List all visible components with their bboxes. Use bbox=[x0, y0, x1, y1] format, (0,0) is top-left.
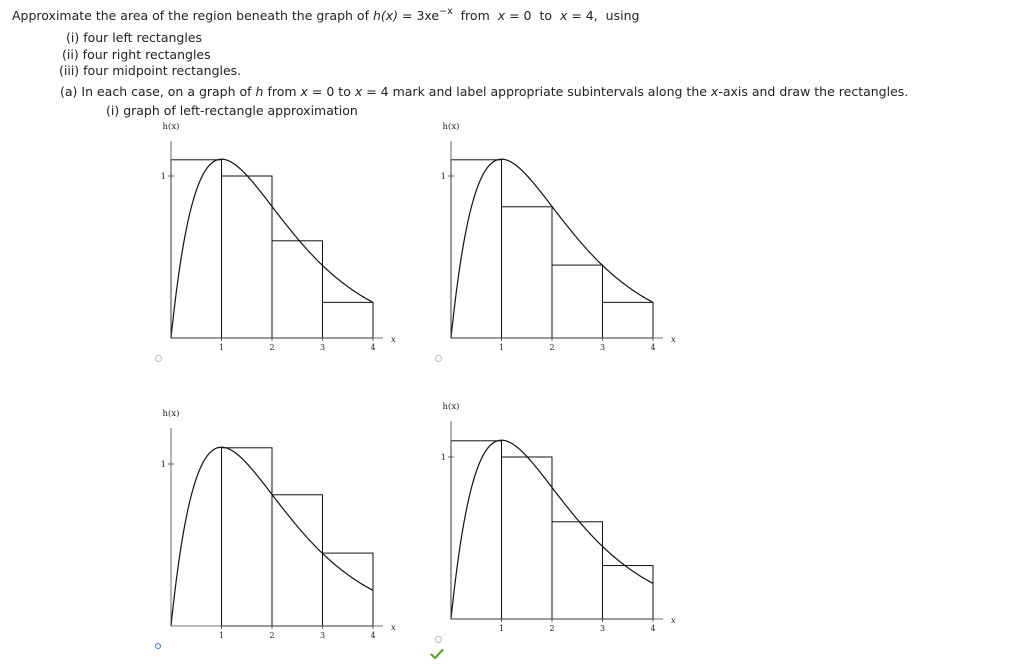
part-a-xaxis: x bbox=[710, 84, 719, 99]
choice-radio-c[interactable] bbox=[155, 643, 161, 649]
graph-d-xtick-2: 2 bbox=[549, 624, 555, 633]
graph-b-xtick-3: 3 bbox=[599, 343, 606, 352]
graph-c-xtick-4: 4 bbox=[370, 631, 376, 640]
graph-a-xtick-3: 3 bbox=[319, 343, 326, 352]
graph-d-xtick-1: 1 bbox=[498, 624, 505, 633]
eq-four: = 4, bbox=[567, 8, 598, 23]
graph-c-rect-2 bbox=[272, 495, 323, 626]
part-a-x2: x bbox=[354, 84, 363, 99]
choice-radio-d[interactable] bbox=[435, 636, 442, 643]
graph-b-rect-4 bbox=[603, 302, 654, 338]
part-a-eq0: = 0 to bbox=[307, 84, 351, 99]
graph-a-rect-3 bbox=[272, 241, 323, 338]
item-iii: (iii) four midpoint rectangles. bbox=[59, 63, 242, 78]
graph-c-ytick: 1 bbox=[160, 460, 166, 469]
graph-d-rect-3 bbox=[552, 522, 603, 619]
graph-d-rect-2 bbox=[502, 457, 553, 619]
correct-check-icon bbox=[430, 648, 444, 660]
graph-c-xlabel: x bbox=[391, 623, 396, 633]
using-word: using bbox=[605, 8, 640, 23]
graph-c-xtick-1: 1 bbox=[218, 631, 225, 640]
graph-a-rect-1 bbox=[171, 160, 222, 338]
graph-c-rect-1 bbox=[222, 448, 273, 626]
part-a-pre: (a) In each case, on a graph of bbox=[60, 84, 252, 99]
sub-question-i: (i) graph of left-rectangle approximation bbox=[106, 103, 358, 118]
x-var-2: x bbox=[559, 8, 568, 23]
graph-c-xtick-2: 2 bbox=[269, 631, 275, 640]
graph-b-rect-1 bbox=[451, 160, 502, 338]
graph-b-xtick-1: 1 bbox=[498, 343, 505, 352]
graph-c-rect-3 bbox=[323, 553, 374, 626]
graph-c-ylabel: h(x) bbox=[162, 409, 180, 419]
graph-a-rect-4 bbox=[323, 302, 374, 338]
part-a-x: x bbox=[300, 84, 308, 99]
graph-b-xlabel: x bbox=[671, 335, 676, 345]
graph-d-xtick-3: 3 bbox=[599, 624, 606, 633]
function-lhs: h(x) bbox=[372, 8, 399, 23]
graph-c-xtick-3: 3 bbox=[319, 631, 326, 640]
graph-d-rect-1 bbox=[451, 441, 502, 619]
graph-d-xtick-4: 4 bbox=[650, 624, 656, 633]
graph-b-xtick-4: 4 bbox=[650, 343, 656, 352]
function-rhs: = 3xe bbox=[398, 8, 440, 23]
from-word: from bbox=[460, 8, 490, 23]
graph-a-rect-2 bbox=[222, 176, 273, 338]
graph-b-xtick-2: 2 bbox=[549, 343, 555, 352]
eq-zero: = 0 bbox=[505, 8, 532, 23]
item-i: (i) four left rectangles bbox=[66, 30, 203, 45]
x-var: x bbox=[497, 8, 506, 23]
graph-a-ytick: 1 bbox=[160, 172, 166, 181]
graph-a-xlabel: x bbox=[391, 335, 396, 345]
graph-a-ylabel: h(x) bbox=[162, 122, 180, 132]
part-a-h: h bbox=[255, 84, 264, 99]
graph-a-xtick-4: 4 bbox=[370, 343, 376, 352]
to-word: to bbox=[539, 8, 552, 23]
graph-d-rect-4 bbox=[603, 566, 654, 619]
graph-b-ytick: 1 bbox=[440, 172, 446, 181]
graph-a-xtick-1: 1 bbox=[218, 343, 225, 352]
graph-a-xtick-2: 2 bbox=[269, 343, 275, 352]
graph-b-rect-3 bbox=[552, 265, 603, 338]
graph-d-ylabel: h(x) bbox=[442, 402, 460, 412]
part-a-from: from bbox=[267, 84, 297, 99]
item-ii: (ii) four right rectangles bbox=[62, 47, 211, 62]
graph-d-ytick: 1 bbox=[440, 453, 446, 462]
question-line bbox=[12, 8, 639, 23]
question-intro: Approximate the area of the region beneath the graph of bbox=[12, 8, 369, 23]
choice-radio-b[interactable] bbox=[435, 355, 442, 362]
part-a-line bbox=[60, 84, 908, 99]
choice-radio-a[interactable] bbox=[155, 355, 162, 362]
part-a-eq4: = 4 mark and label appropriate subintervals along the bbox=[362, 84, 707, 99]
function-exponent: −x bbox=[439, 6, 453, 17]
graph-d-xlabel: x bbox=[671, 616, 676, 626]
part-a-post: -axis and draw the rectangles. bbox=[718, 84, 909, 99]
graph-b-rect-2 bbox=[502, 207, 553, 338]
graph-b-ylabel: h(x) bbox=[442, 122, 460, 132]
